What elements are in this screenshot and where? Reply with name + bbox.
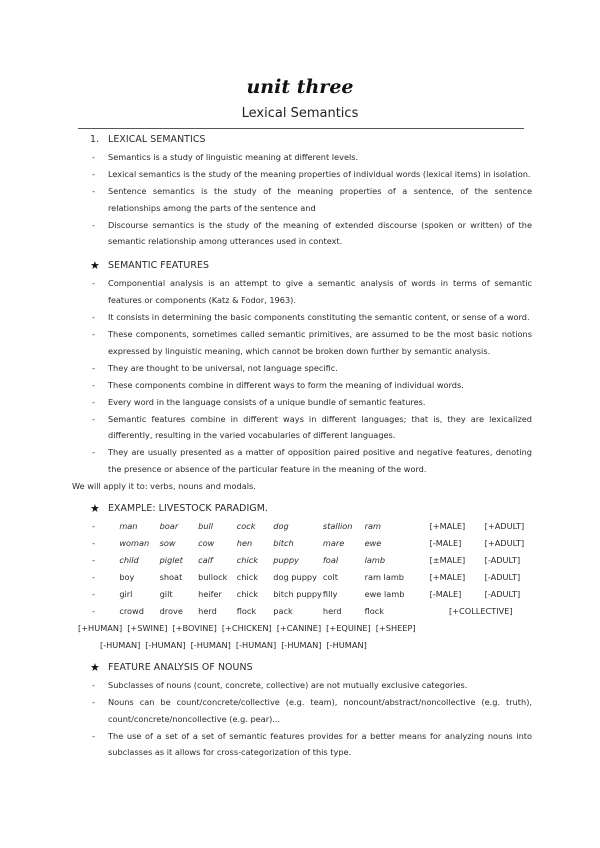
paradigm-word: bitch [273,537,294,548]
animacy-feature: [-HUMAN] [100,639,141,650]
section-heading-livestock-paradigm [72,501,532,518]
animacy-negative-row [72,637,532,654]
paradigm-word: herd [322,605,342,616]
bullet-text: These components, sometimes called semantic primitives, are assumed to be the most basic notions expressed by linguistic meaning, which cannot be broken down further by semantic analysis. [108,328,532,356]
section-heading-semantic-features [72,258,532,275]
bullet-text: Lexical semantics is the study of the meaning properties of individual words (lexical items) in isolation. [108,168,531,179]
feature-label: [-ADULT] [484,554,521,565]
paradigm-word: child [119,554,139,565]
dash-bullet: - [92,588,95,599]
bullet-text: Componential analysis is an attempt to give a semantic analysis of words in terms of semantic features or components (Katz & Fodor, 1963). [108,278,532,306]
paradigm-row [72,603,532,620]
dash-bullet: - [92,278,95,289]
animacy-feature: [-HUMAN] [190,639,231,650]
animacy-feature: [-HUMAN] [281,639,322,650]
animacy-feature: [-HUMAN] [235,639,277,650]
bullet-text: Semantic features combine in different ways in different languages; that is, they are lexicalized differently, resulting in the varied vocabularies of different languages. [108,413,532,441]
dash-bullet: - [92,571,95,582]
paradigm-word: heifer [198,588,222,599]
animacy-feature: [+CHICKEN] [221,622,272,633]
paradigm-row [72,535,532,552]
dash-bullet: - [92,605,95,616]
dash-bullet: - [92,520,95,531]
paradigm-word: calf [198,554,213,565]
paradigm-row [72,518,532,535]
feature-label: [+ADULT] [484,520,525,531]
bullet-text: They are thought to be universal, not language specific. [108,362,338,373]
bullet-text: These components combine in different ways to form the meaning of individual words. [108,379,464,390]
section-heading-lexical-semantics [72,132,532,149]
paradigm-word: crowd [119,605,144,616]
bullet-item [72,275,532,309]
bullet-item [72,694,532,728]
bullet-item [72,149,532,166]
paradigm-word: stallion [322,520,353,531]
bullet-item [72,360,532,377]
dash-bullet: - [92,151,95,162]
dash-bullet: - [92,696,95,707]
feature-label: [-MALE] [429,588,462,599]
paradigm-word: ram lamb [364,571,405,582]
section-title: EXAMPLE: LIVESTOCK PARADIGM. [108,503,268,515]
dash-bullet: - [92,537,95,548]
paradigm-word: man [119,520,138,531]
feature-label: [-ADULT] [484,571,521,582]
paradigm-word: pack [273,605,293,616]
bullet-text: Nouns can be count/concrete/collective (e.g. team), noncount/abstract/noncollective (e.g. truth), count/concrete/noncollective (e.g. pear)... [108,696,532,724]
title-divider [78,128,524,129]
feature-label: [+ADULT] [484,537,525,548]
bullet-item [72,377,532,394]
feature-label: [±MALE] [429,554,466,565]
star-icon: ★ [90,259,100,273]
paradigm-word: bullock [198,571,228,582]
animacy-feature: [+HUMAN] [78,622,123,633]
bullet-text: Every word in the language consists of a unique bundle of semantic features. [108,396,426,407]
section-title: FEATURE ANALYSIS OF NOUNS [108,661,253,673]
dash-bullet: - [92,413,95,424]
paradigm-word: piglet [159,554,183,565]
paradigm-word: drove [159,605,183,616]
paradigm-word: chick [236,554,258,565]
paradigm-row [72,552,532,569]
paradigm-word: chick [236,571,258,582]
paradigm-word: ewe lamb [364,588,405,599]
paradigm-word: puppy [273,554,299,565]
spacer [72,250,532,258]
paradigm-word: bull [198,520,214,531]
paradigm-word: chick [236,588,258,599]
unit-title: unit three [246,76,354,98]
dash-bullet: - [92,312,95,323]
feature-label: [+COLLECTIVE] [448,605,513,616]
page-subtitle: Lexical Semantics [241,106,359,121]
bullet-item [72,166,532,183]
feature-label: [+MALE] [429,571,466,582]
dash-bullet: - [92,679,95,690]
apply-note: We will apply it to: verbs, nouns and modals. [72,481,256,492]
paradigm-word: foal [322,554,339,565]
paradigm-word: girl [119,588,133,599]
paradigm-row [72,569,532,586]
paradigm-word: ram [364,520,381,531]
bullet-item [72,394,532,411]
paradigm-word: cock [236,520,256,531]
paradigm-word: dog puppy [273,571,317,582]
bullet-item [72,677,532,694]
bullet-text: It consists in determining the basic components constituting the semantic content, or sense of a word. [108,312,530,323]
paradigm-word: woman [119,537,150,548]
dash-bullet: - [92,168,95,179]
paradigm-word: cow [198,537,215,548]
bullet-text: They are usually presented as a matter of opposition paired positive and negative features, denoting the presence or absence of the particular feature in the meaning of the word. [108,447,532,475]
bullet-text: Sentence semantics is the study of the meaning properties of a sentence, of the sentence relationships among the parts of the sentence and [108,185,532,213]
dash-bullet: - [92,185,95,196]
section-title: SEMANTIC FEATURES [108,260,210,272]
animacy-feature: [-HUMAN] [326,639,367,650]
animacy-positive-row [72,620,532,637]
section-heading-feature-analysis [72,660,532,677]
paradigm-word: flock [364,605,384,616]
bullet-item [72,183,532,217]
animacy-feature: [+BOVINE] [172,622,217,633]
bullet-text: Subclasses of nouns (count, concrete, collective) are not mutually exclusive categories. [108,679,468,690]
bullet-item [72,444,532,478]
section-title: LEXICAL SEMANTICS [108,134,206,145]
paradigm-word: ewe [364,537,382,548]
bullet-item [72,411,532,445]
document-body [72,132,532,761]
section-number: 1. [90,134,100,145]
paradigm-word: bitch puppy [273,588,322,599]
dash-bullet: - [92,362,95,373]
animacy-feature: [-HUMAN] [145,639,186,650]
paradigm-word: hen [236,537,253,548]
paradigm-word: sow [159,537,176,548]
bullet-item [72,217,532,251]
dash-bullet: - [92,447,95,458]
star-icon: ★ [90,660,100,674]
feature-label: [+MALE] [429,520,466,531]
dash-bullet: - [92,219,95,230]
livestock-paradigm-table [72,518,532,620]
bullet-text: The use of a set of a set of semantic features provides for a better means for analyzing nouns into subclasses as it allows for cross-categorization of this type. [108,730,532,758]
dash-bullet: - [92,554,95,565]
paradigm-word: mare [322,537,345,548]
bullet-item [72,309,532,326]
paradigm-row [72,586,532,603]
dash-bullet: - [92,328,95,339]
paradigm-word: dog [273,520,289,531]
feature-label: [-ADULT] [484,588,521,599]
paradigm-word: gilt [159,588,173,599]
dash-bullet: - [92,396,95,407]
bullet-text: Discourse semantics is the study of the meaning of extended discourse (spoken or written) of the semantic relationship among utterances used in context. [108,219,532,247]
bullet-item [72,728,532,762]
dash-bullet: - [92,730,95,741]
animacy-feature: [+SWINE] [127,622,168,633]
paradigm-word: flock [236,605,257,616]
paradigm-word: lamb [364,554,386,565]
animacy-feature: [+SHEEP] [375,622,416,633]
paradigm-word: shoat [159,571,183,582]
paradigm-word: herd [198,605,217,616]
animacy-feature: [+EQUINE] [326,622,371,633]
star-icon: ★ [90,502,100,516]
paradigm-word: colt [322,571,338,582]
bullet-item [72,326,532,360]
paradigm-word: boy [119,571,135,582]
bullet-text: Semantics is a study of linguistic meaning at different levels. [108,151,359,162]
feature-label: [-MALE] [429,537,462,548]
paradigm-word: boar [159,520,179,531]
animacy-feature: [+CANINE] [276,622,322,633]
paradigm-word: filly [322,588,338,599]
dash-bullet: - [92,379,95,390]
